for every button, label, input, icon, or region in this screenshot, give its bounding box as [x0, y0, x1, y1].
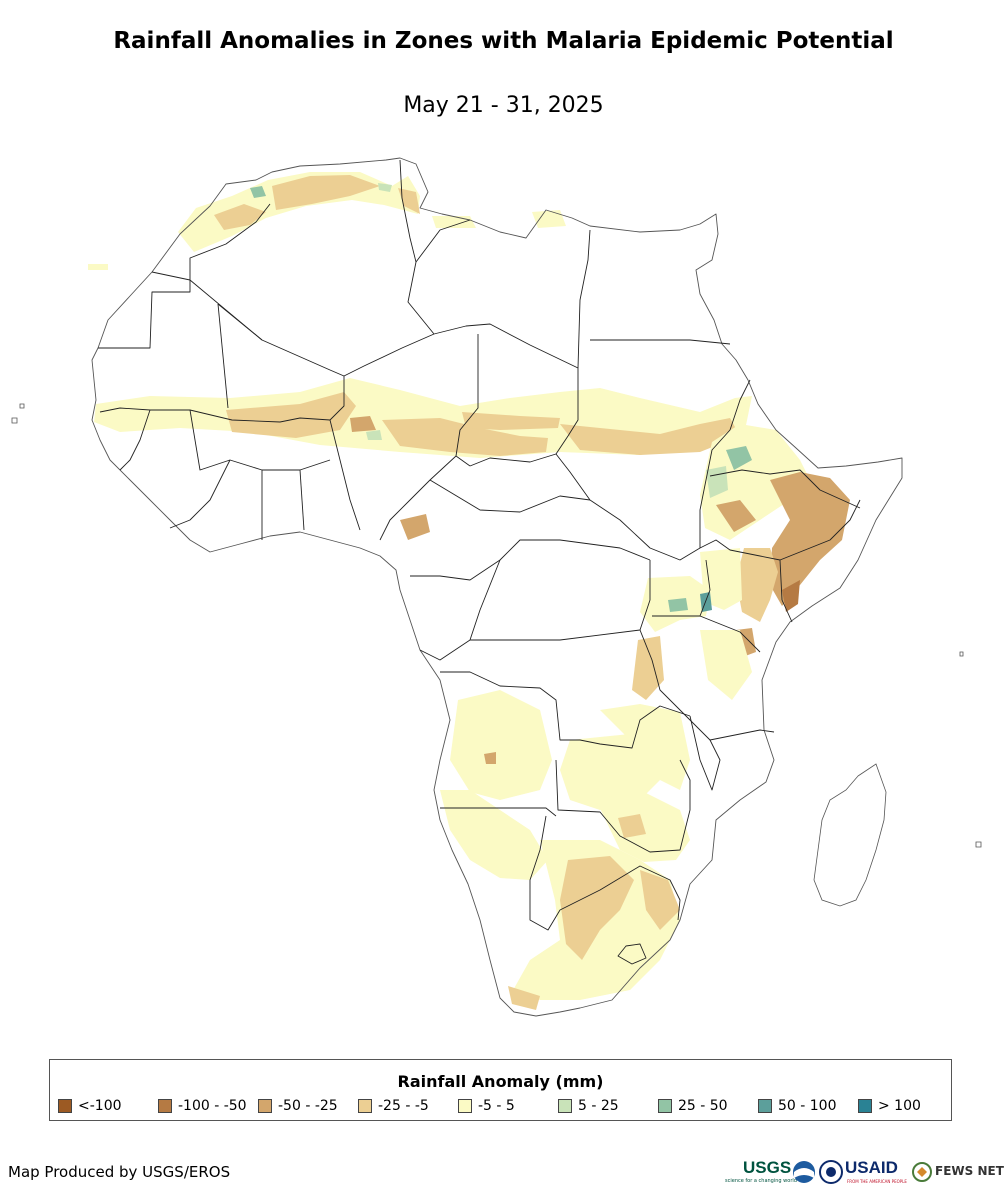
partner-logos: [725, 1158, 1004, 1190]
anomaly-layer: [88, 172, 850, 1010]
legend-swatch: [358, 1099, 372, 1113]
anomaly-region: [632, 636, 664, 700]
anomaly-region: [736, 548, 778, 622]
legend-items: [58, 1098, 948, 1116]
legend-label: 25 - 50: [678, 1098, 728, 1114]
legend-swatch: [558, 1099, 572, 1113]
legend-swatch: [858, 1099, 872, 1113]
usaid-logo: USAID: [845, 1158, 898, 1177]
legend-label: -100 - -50: [178, 1098, 247, 1114]
fews-net-icon: [911, 1161, 933, 1183]
legend-swatch: [458, 1099, 472, 1113]
anomaly-region: [440, 790, 548, 880]
anomaly-region: [700, 592, 712, 612]
usgs-tagline: science for a changing world: [725, 1178, 797, 1184]
legend-swatch: [758, 1099, 772, 1113]
anomaly-region: [484, 752, 496, 764]
legend-swatch: [158, 1099, 172, 1113]
legend-swatch: [658, 1099, 672, 1113]
anomaly-region: [770, 472, 850, 606]
map-title: Rainfall Anomalies in Zones with Malaria Epidemic Potential: [113, 28, 894, 54]
legend-label: -5 - 5: [478, 1098, 515, 1114]
legend-label: -25 - -5: [378, 1098, 429, 1114]
map-credit: Map Produced by USGS/EROS: [8, 1163, 231, 1181]
legend-label: 5 - 25: [578, 1098, 619, 1114]
legend-label: > 100: [878, 1098, 921, 1114]
anomaly-region: [668, 598, 688, 612]
usaid-seal-icon: [819, 1160, 843, 1184]
anomaly-region: [450, 690, 552, 800]
legend-label: 50 - 100: [778, 1098, 837, 1114]
legend: [49, 1059, 952, 1121]
noaa-icon: [792, 1160, 816, 1184]
anomaly-region: [432, 216, 476, 228]
fews-net-logo: FEWS NET: [935, 1164, 1004, 1178]
anomaly-region: [400, 514, 430, 540]
usgs-logo: USGS: [743, 1158, 792, 1177]
legend-label: <-100: [78, 1098, 122, 1114]
anomaly-region: [532, 210, 566, 228]
legend-swatch: [58, 1099, 72, 1113]
legend-label: -50 - -25: [278, 1098, 338, 1114]
anomaly-region: [88, 264, 108, 270]
legend-swatch: [258, 1099, 272, 1113]
madagascar-outline: [814, 764, 886, 906]
legend-title: Rainfall Anomaly (mm): [397, 1072, 604, 1091]
usaid-tagline: FROM THE AMERICAN PEOPLE: [847, 1179, 907, 1184]
africa-map: [0, 140, 1007, 1040]
map-date-range: May 21 - 31, 2025: [403, 93, 604, 118]
